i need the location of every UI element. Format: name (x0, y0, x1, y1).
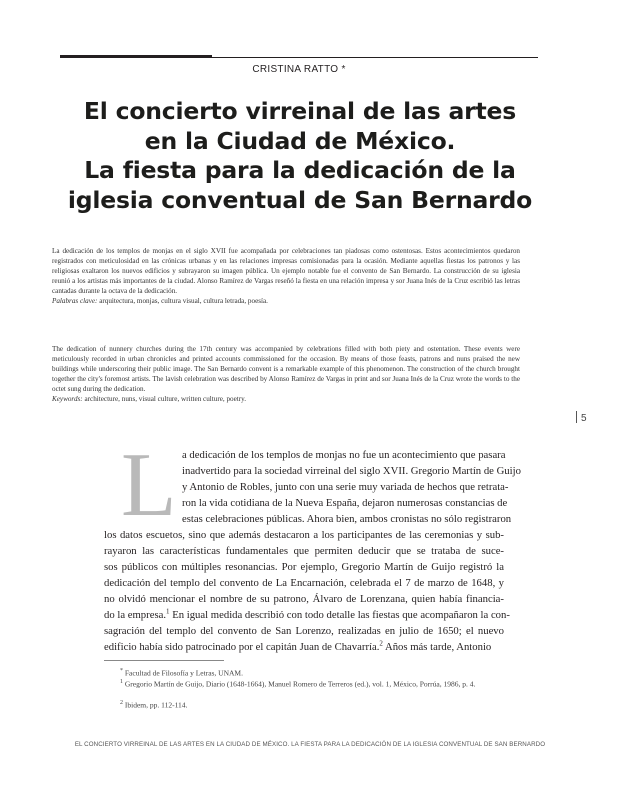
page-number-value: 5 (581, 413, 587, 424)
keywords: arquitectura, monjas, cultura visual, cultura letrada, poesía. (99, 297, 268, 305)
footnote-text: Gregorio Martín de Guijo, Diario (1648-1664), Manuel Romero de Terreros (ed.), vol. 1, México, Porrúa, 1986, p. 4. (124, 679, 476, 689)
footnote-mark: * (120, 668, 123, 674)
abstract-text: La dedicación de los templos de monjas en el siglo XVII fue acompañada por celebraciones tan piadosas como ostentosas. Estos acontecimientos quedaron registrados con meticulosidad en las crónicas urbanas y en las relaciones impresas comisionadas para la ocasión. Mediante aquellas fiestas los patronos y las religiosas exaltaron los nuevos edificios y subrayaron su imagen pública. Un ejemplo notable fue el convento de San Bernardo. La construcción de su iglesia reunió a los artistas más importantes de la ciudad. Alonso Ramírez de Vargas reseñó la fiesta en una relación impresa y sor Juana Inés de la Cruz escribió las letras cantadas durante la octava de la dedicación. (52, 247, 520, 295)
article-title (40, 97, 560, 215)
body-line: no olvidó mencionar el nombre de su patrono, Álvaro de Lorenzana, quien había financia- (104, 593, 504, 605)
body-line-start: edificio había sido patrocinado por el capitán Juan de Chavarría. (104, 641, 380, 653)
keywords-label: Palabras clave: (52, 297, 98, 305)
title-line: El concierto virreinal de las artes (83, 97, 517, 125)
header-rule (60, 57, 538, 58)
body-line (104, 607, 510, 622)
keywords-label: Keywords: (52, 395, 83, 403)
footnote-mark: 2 (120, 700, 123, 706)
body-line: los datos escuetos, sino que además destacaron a los participantes de las ceremonias y sub- (104, 529, 504, 541)
abstract-english (52, 344, 520, 404)
body-line: y Antonio de Robles, junto con una serie muy variada de hechos que retrata- (182, 481, 509, 493)
title-line: en la Ciudad de México. (144, 126, 456, 155)
body-line: a dedicación de los templos de monjas no fue un acontecimiento que pasara (182, 449, 506, 461)
body-line: ron la vida cotidiana de la Nueva España, dejaron numerosas constancias de (182, 497, 508, 509)
body-line-cont: Años más tarde, Antonio (385, 641, 492, 653)
footnote-ref: 1 (166, 607, 170, 616)
body-line: rayaron las características fundamentales que permiten deducir que se trataba de suce- (104, 545, 504, 557)
footnote-mark: 1 (120, 679, 123, 685)
keywords: architecture, nuns, visual culture, written culture, poetry. (84, 395, 247, 403)
footnote-rule (104, 660, 224, 661)
body-line: dedicación del templo del convento de La Encarnación, celebrada el 7 de marzo de 1648, y (104, 577, 504, 589)
title-line: iglesia conventual de San Bernardo (67, 185, 533, 214)
author-name: CRISTINA RATTO * (252, 64, 346, 75)
footnote (120, 698, 520, 711)
body-line-start: do la empresa. (104, 609, 167, 621)
body-line: inadvertido para la sociedad virreinal del siglo XVII. Gregorio Martín de Guijo (182, 465, 521, 477)
footnote-ref: 2 (379, 639, 383, 648)
page-number-bar (576, 411, 577, 423)
footnote-text: Facultad de Filosofía y Letras, UNAM. (124, 668, 243, 678)
body-line-cont: En igual medida describió con todo detalle las fiestas que acompañaron la con- (169, 609, 510, 621)
footnote-text: Ibidem, pp. 112-114. (124, 700, 188, 710)
body-line (104, 641, 504, 654)
body-line: sagración del templo del convento de San Lorenzo, realizadas en julio de 1650; el nuevo (104, 625, 504, 637)
body-line: estas celebraciones públicas. Ahora bien, ambos cronistas no sólo registraron (182, 513, 512, 525)
body-line: sos públicos con múltiples resonancias. Por ejemplo, Gregorio Martín de Guijo registró la (104, 561, 504, 573)
abstract-text: The dedication of nunnery churches during the 17th century was accompanied by celebrations filled with both piety and ostentation. These events were meticulously recorded in urban chronicles and printed accounts commissioned for the occasion. By means of those feasts, patrons and nuns praised the new buildings while underscoring their public image. The San Bernardo convent is a remarkable example of this phenomenon. The construction of the church brought together the city's foremost artists. The lavish celebration was described by Alonso Ramírez de Vargas in print and sor Juana Inés de la Cruz wrote the words to the octet sung during the dedication. (52, 345, 520, 393)
abstract-spanish (52, 246, 520, 306)
running-footer: EL CONCIERTO VIRREINAL DE LAS ARTES EN LA CIUDAD DE MÉXICO. LA FIESTA PARA LA DEDICACIÓN DE LA IGLESIA CONVENTUAL DE SAN BERNARDO (74, 741, 546, 748)
footnote (120, 677, 520, 690)
drop-cap: L (121, 434, 177, 535)
page-number (576, 411, 587, 424)
title-line: La fiesta para la dedicación de la (84, 156, 516, 184)
